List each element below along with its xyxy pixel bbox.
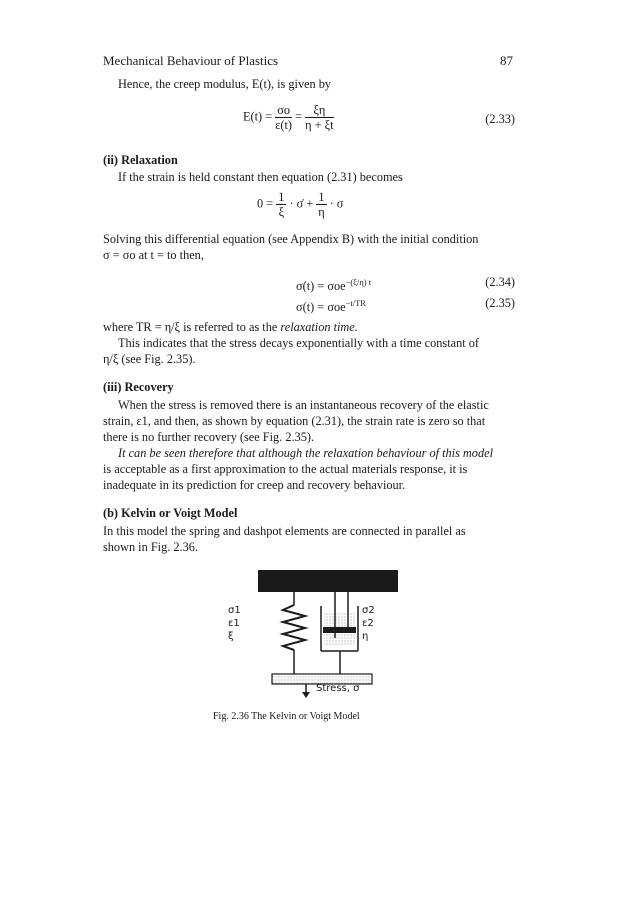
section-heading-kelvin: (b) Kelvin or Voigt Model bbox=[103, 506, 238, 520]
spring-label-strain: ε1 bbox=[228, 618, 240, 629]
equation-2-33 bbox=[243, 103, 334, 132]
eq-2-33-f2-denominator: η + ξt bbox=[305, 118, 334, 132]
relaxation-equation bbox=[257, 190, 343, 219]
equation-number-2-33: (2.33) bbox=[485, 112, 515, 126]
relaxation-paragraph-2-line-2: σ = σo at t = to then, bbox=[103, 248, 204, 262]
relax-eq-fraction-2 bbox=[316, 190, 326, 219]
page-number: 87 bbox=[500, 53, 513, 68]
relax-eq-fraction-1 bbox=[276, 190, 286, 219]
relaxation-time-term: relaxation time. bbox=[280, 320, 358, 334]
relax-eq-f2-numerator: 1 bbox=[318, 190, 325, 204]
eq-2-33-f1-numerator: σo bbox=[277, 103, 290, 117]
eq-2-35-exponent: −t/TR bbox=[345, 298, 366, 308]
eq-2-34-exponent: −(ξ/η) t bbox=[345, 277, 372, 287]
equation-number-2-35: (2.35) bbox=[485, 296, 515, 310]
relax-eq-f1-denominator: ξ bbox=[278, 205, 285, 219]
recovery-line-2: strain, ε1, and then, as shown by equation (2.31), the strain rate is zero so that bbox=[103, 414, 486, 428]
relaxation-paragraph-1: If the strain is held constant then equation (2.31) becomes bbox=[118, 170, 403, 184]
eq-2-34-body: σ(t) = σoe bbox=[296, 279, 346, 294]
recovery-line-3: there is no further recovery (see Fig. 2.35). bbox=[103, 430, 315, 444]
section-heading-relaxation: (ii) Relaxation bbox=[103, 153, 178, 167]
recovery-line-6: inadequate in its prediction for creep and recovery behaviour. bbox=[103, 478, 406, 492]
dashpot-label-strain: ε2 bbox=[362, 618, 374, 629]
eq-2-35-body: σ(t) = σoe bbox=[296, 300, 346, 315]
spring-labels bbox=[228, 604, 241, 643]
recovery-line-4: It can be seen therefore that although the relaxation behaviour of this model bbox=[118, 446, 493, 460]
kelvin-line-1: In this model the spring and dashpot elements are connected in parallel as bbox=[103, 524, 466, 538]
equation-2-34 bbox=[296, 275, 371, 295]
figure-caption: Fig. 2.36 The Kelvin or Voigt Model bbox=[213, 711, 360, 722]
relax-eq-lhs: 0 = bbox=[257, 196, 274, 211]
equation-2-35 bbox=[296, 296, 366, 316]
eq-2-33-lhs: E(t) = bbox=[243, 109, 273, 124]
eq-2-33-f2-numerator: ξη bbox=[305, 103, 333, 118]
relax-eq-f2-denominator: η bbox=[318, 205, 325, 219]
kelvin-line-2: shown in Fig. 2.36. bbox=[103, 540, 198, 554]
recovery-line-1: When the stress is removed there is an instantaneous recovery of the elastic bbox=[118, 398, 489, 412]
relax-eq-middle: · σ̇ + bbox=[289, 196, 314, 211]
eq-2-33-fraction-1 bbox=[275, 103, 292, 132]
recovery-line-5: is acceptable as a first approximation to the actual materials response, it is bbox=[103, 462, 468, 476]
relaxation-paragraph-3 bbox=[103, 320, 358, 336]
eq-2-33-equals: = bbox=[295, 109, 303, 124]
relaxation-p3-text: where TR = η/ξ is referred to as the bbox=[103, 320, 281, 334]
kelvin-voigt-figure bbox=[200, 568, 440, 698]
relax-eq-f1-numerator: 1 bbox=[278, 190, 285, 204]
dashpot-element bbox=[321, 592, 358, 674]
eq-2-33-f1-denominator: ε(t) bbox=[275, 118, 292, 132]
equation-number-2-34: (2.34) bbox=[485, 275, 515, 289]
fixed-support bbox=[258, 570, 398, 592]
dashpot-label-stress: σ2 bbox=[362, 605, 375, 616]
spring-label-modulus: ξ bbox=[228, 631, 234, 642]
eq-2-33-fraction-2 bbox=[305, 103, 333, 132]
intro-text: Hence, the creep modulus, E(t), is given by bbox=[118, 77, 332, 91]
relax-eq-end: · σ bbox=[329, 196, 344, 211]
running-header-title: Mechanical Behaviour of Plastics bbox=[103, 53, 279, 68]
relaxation-paragraph-4-line-1: This indicates that the stress decays exponentially with a time constant of bbox=[118, 336, 479, 350]
relaxation-paragraph-4-line-2: η/ξ (see Fig. 2.35). bbox=[103, 352, 196, 366]
section-heading-recovery: (iii) Recovery bbox=[103, 380, 174, 394]
dashpot-label-viscosity: η bbox=[362, 631, 369, 642]
spring-label-stress: σ1 bbox=[228, 605, 241, 616]
relaxation-paragraph-2-line-1: Solving this differential equation (see Appendix B) with the initial condition bbox=[103, 232, 479, 246]
spring-element bbox=[283, 605, 305, 650]
stress-arrow-head bbox=[302, 692, 310, 698]
stress-label: Stress, σ bbox=[316, 683, 360, 694]
dashpot-labels bbox=[362, 604, 375, 643]
